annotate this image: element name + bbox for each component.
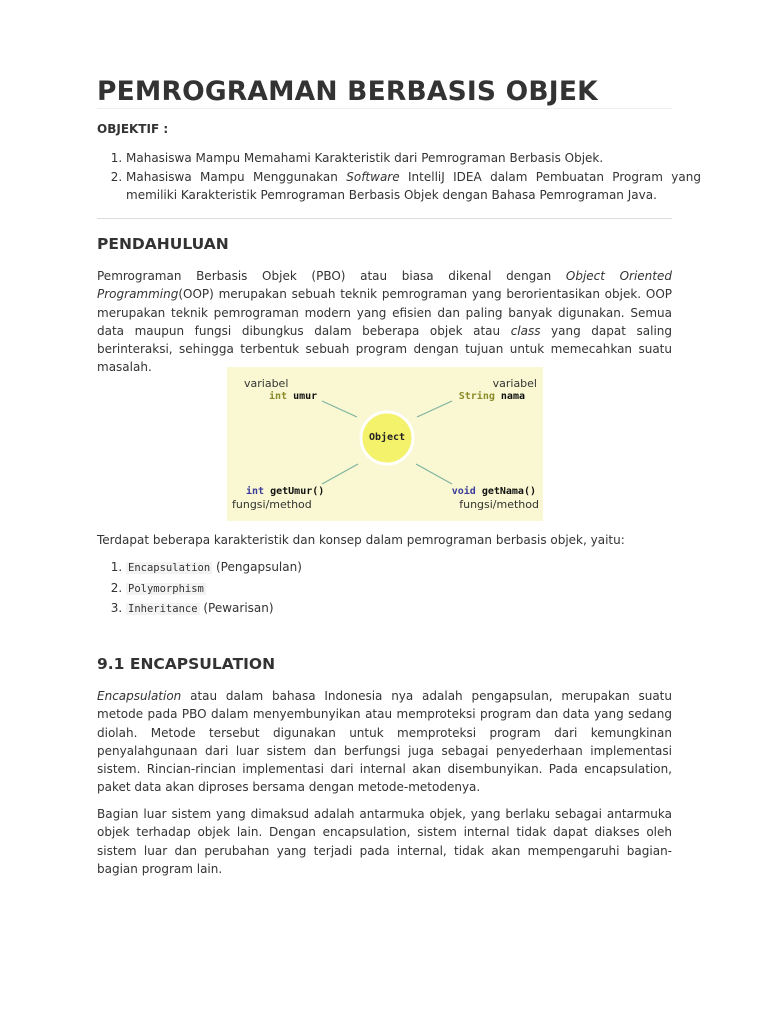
concept-item xyxy=(126,579,701,600)
objectives-list xyxy=(97,149,701,205)
concept-code: Polymorphism xyxy=(128,582,204,595)
concept-code: Encapsulation xyxy=(128,562,211,574)
object-diagram xyxy=(227,367,543,521)
method-label: fungsi/method xyxy=(232,498,312,511)
connector-line xyxy=(322,464,358,484)
connector-line xyxy=(417,401,452,417)
concepts-list xyxy=(97,558,701,620)
page-title: PEMROGRAMAN BERBASIS OBJEK xyxy=(97,76,598,107)
variable-code: String nama xyxy=(458,391,525,402)
connector-line xyxy=(322,401,357,417)
objective-item: 1. Mahasiswa Mampu Memahami Karakteristik dari Pemrograman Berbasis Objek. xyxy=(126,149,701,168)
method-label: fungsi/method xyxy=(459,498,539,511)
objective-item: 2. Mahasiswa Mampu Menggunakan Software IntelliJ IDEA dalam Pembuatan Program yang memiliki Karakteristik Pemrograman Berbasis Objek dengan Bahasa Pemrograman Java. xyxy=(126,168,701,205)
section-heading-pendahuluan: PENDAHULUAN xyxy=(97,235,229,253)
object-label: Object xyxy=(368,432,406,443)
concept-item: 1. Encapsulation (Pengapsulan) xyxy=(126,558,701,579)
pendahuluan-paragraph: Pemrograman Berbasis Objek (PBO) atau biasa dikenal dengan Object Oriented Programming(OOP) merupakan sebuah teknik pemrograman yang berorientasikan objek. OOP merupakan teknik pemrograman modern yang efisien dan paling banyak digunakan. Semua data maupun fungsi dibungkus dalam beberapa objek atau class yang dapat saling berinteraksi, sehingga terbentuk sebuah program dengan tujuan untuk memecahkan suatu masalah. xyxy=(97,269,672,375)
variable-label: variabel xyxy=(244,377,289,390)
italic-term: class xyxy=(510,323,541,338)
method-code: int getUmur() xyxy=(246,486,325,497)
variable-code: int umur xyxy=(269,391,318,402)
concept-item: 3. Inheritance (Pewarisan) xyxy=(126,599,701,620)
encapsulation-paragraph: Encapsulation atau dalam bahasa Indonesia nya adalah pengapsulan, merupakan suatu metode pada PBO dalam menyembunyikan atau memproteksi program dan data yang sedang diolah. Metode tersebut digunakan untuk memproteksi program dari kemungkinan penyalahgunaan dari luar sistem dan berfungsi juga sebagai penyederhaan implementasi sistem. Rincian-rincian implementasi dari internal akan disembunyikan. Pada encapsulation, paket data akan diproses bersama dengan metode-metodenya. xyxy=(97,689,672,795)
connector-line xyxy=(416,464,452,484)
italic-term: Software xyxy=(346,169,400,184)
objectives-heading: OBJEKTIF : xyxy=(97,122,169,136)
title-divider xyxy=(97,108,672,109)
variable-label: variabel xyxy=(492,377,537,390)
concepts-intro: Terdapat beberapa karakteristik dan konsep dalam pemrograman berbasis objek, yaitu: xyxy=(97,533,625,547)
section-heading-encapsulation: 9.1 ENCAPSULATION xyxy=(97,655,276,673)
concept-code: Inheritance xyxy=(128,603,198,615)
encapsulation-paragraph: Bagian luar sistem yang dimaksud adalah antarmuka objek, yang berlaku sebagai antarmuka objek terhadap objek lain. Dengan encapsulation, sistem internal tidak dapat diakses oleh sistem luar dan perubahan yang terjadi pada internal, tidak akan mempengaruhi bagian-bagian program lain. xyxy=(97,807,672,876)
method-code: void getNama() xyxy=(451,486,536,497)
section-divider xyxy=(97,218,672,219)
italic-term: Encapsulation xyxy=(97,689,182,703)
italic-term: Object Oriented Programming xyxy=(97,269,672,302)
